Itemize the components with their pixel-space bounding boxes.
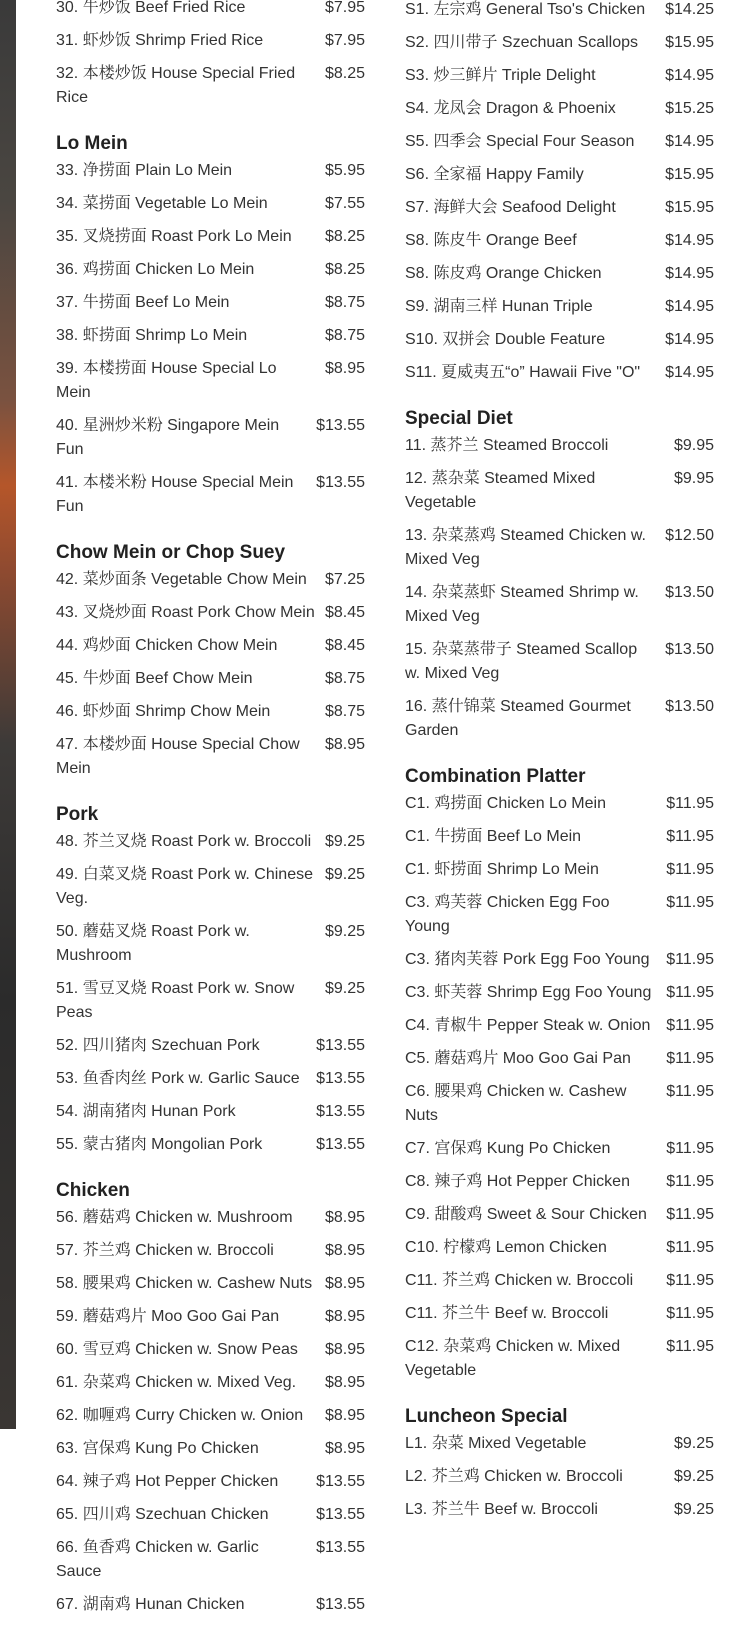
menu-item-name: C1. 牛捞面 Beef Lo Mein <box>405 828 582 845</box>
menu-item-price: $13.55 <box>316 1037 365 1054</box>
menu-item-price: $15.95 <box>665 166 714 183</box>
menu-item-name: C11. 芥兰牛 Beef w. Broccoli <box>405 1305 609 1322</box>
menu-section-chicken <box>56 1174 365 1617</box>
menu-item <box>405 1335 714 1383</box>
menu-item-price: $13.55 <box>316 1506 365 1523</box>
menu-item <box>405 163 714 187</box>
menu-item <box>405 295 714 319</box>
menu-item <box>56 733 365 781</box>
menu-item-name: 61. 杂菜鸡 Chicken w. Mixed Veg. <box>56 1374 297 1391</box>
menu-item-price: $7.95 <box>324 0 365 16</box>
menu-item-price: $14.95 <box>665 331 714 348</box>
menu-item <box>405 1465 714 1489</box>
menu-item <box>405 891 714 939</box>
menu-item-name: 33. 净捞面 Plain Lo Mein <box>56 162 233 179</box>
menu-item-name: 57. 芥兰鸡 Chicken w. Broccoli <box>56 1242 274 1259</box>
menu-item-price: $8.25 <box>324 65 365 82</box>
menu-item <box>405 1047 714 1071</box>
menu-item <box>56 863 365 911</box>
menu-item-price: $9.25 <box>673 1501 714 1518</box>
menu-item-name: S1. 左宗鸡 General Tso's Chicken <box>405 1 646 18</box>
menu-item <box>56 1503 365 1527</box>
menu-item <box>405 361 714 385</box>
menu-item <box>405 825 714 849</box>
menu-item-name: 15. 杂菜蒸带子 Steamed Scallop w. Mixed Veg <box>405 641 638 682</box>
menu-item-price: $8.95 <box>324 1242 365 1259</box>
menu-item <box>56 1536 365 1584</box>
menu-item-name: 62. 咖喱鸡 Curry Chicken w. Onion <box>56 1407 304 1424</box>
menu-item-name: S8. 陈皮牛 Orange Beef <box>405 232 577 249</box>
menu-item-name: C3. 猪肉芙蓉 Pork Egg Foo Young <box>405 951 650 968</box>
menu-item-price: $11.95 <box>666 1017 714 1034</box>
section-title: Luncheon Special <box>405 1406 568 1427</box>
menu-item-name: 65. 四川鸡 Szechuan Chicken <box>56 1506 269 1523</box>
menu-item-price: $8.75 <box>324 327 365 344</box>
menu-item-price: $13.55 <box>316 1539 365 1556</box>
menu-item-price: $11.95 <box>666 1050 714 1067</box>
menu-item-name: L3. 芥兰牛 Beef w. Broccoli <box>405 1501 598 1518</box>
menu-item-price: $8.75 <box>324 294 365 311</box>
menu-item-price: $7.95 <box>324 32 365 49</box>
menu-item-name: 42. 菜炒面条 Vegetable Chow Mein <box>56 571 307 588</box>
menu-item-name: 37. 牛捞面 Beef Lo Mein <box>56 294 230 311</box>
menu-item-name: 58. 腰果鸡 Chicken w. Cashew Nuts <box>56 1275 313 1292</box>
menu-item-name: L1. 杂菜 Mixed Vegetable <box>405 1435 587 1452</box>
menu-item-price: $11.95 <box>666 1272 714 1289</box>
menu-item-price: $8.75 <box>324 703 365 720</box>
menu-item <box>405 97 714 121</box>
menu-item-price: $13.50 <box>665 641 714 658</box>
menu-item-name: C6. 腰果鸡 Chicken w. Cashew Nuts <box>405 1083 627 1124</box>
menu-item-price: $11.95 <box>666 951 714 968</box>
menu-item-price: $9.95 <box>673 437 714 454</box>
menu-section-combination-platter <box>405 760 714 1383</box>
menu-item <box>405 31 714 55</box>
menu-item-price: $11.95 <box>666 894 714 911</box>
menu-item-price: $8.45 <box>324 604 365 621</box>
menu-item-name: S6. 全家福 Happy Family <box>405 166 584 183</box>
menu-item-name: 41. 本楼米粉 House Special Mein Fun <box>56 474 294 515</box>
menu-item-price: $11.95 <box>666 828 714 845</box>
menu-item-price: $11.95 <box>666 1239 714 1256</box>
menu-item-price: $11.95 <box>666 1140 714 1157</box>
menu-item-name: 39. 本楼捞面 House Special Lo Mein <box>56 360 277 401</box>
menu-section-continued <box>405 0 714 385</box>
menu-item <box>56 1470 365 1494</box>
menu-item <box>405 1080 714 1128</box>
menu-item <box>56 357 365 405</box>
menu-item-name: 60. 雪豆鸡 Chicken w. Snow Peas <box>56 1341 298 1358</box>
menu-item-price: $8.25 <box>324 261 365 278</box>
menu-section-chow-mein-or-chop-suey <box>56 536 365 781</box>
menu-item-name: 55. 蒙古猪肉 Mongolian Pork <box>56 1136 263 1153</box>
menu-item-price: $13.55 <box>316 1070 365 1087</box>
menu-item <box>56 1404 365 1428</box>
menu-item <box>56 1100 365 1124</box>
menu-item-price: $13.55 <box>316 1136 365 1153</box>
menu-item-name: 50. 蘑菇叉烧 Roast Pork w. Mushroom <box>56 923 250 964</box>
menu-item <box>405 130 714 154</box>
menu-item-name: 40. 星洲炒米粉 Singapore Mein Fun <box>56 417 280 458</box>
menu-item <box>56 634 365 658</box>
menu-item-price: $9.25 <box>324 980 365 997</box>
menu-item-price: $5.95 <box>324 162 365 179</box>
menu-item-name: 56. 蘑菇鸡 Chicken w. Mushroom <box>56 1209 293 1226</box>
menu-item-price: $8.95 <box>324 1407 365 1424</box>
menu-section-pork <box>56 798 365 1157</box>
menu-item-price: $9.25 <box>673 1435 714 1452</box>
menu-item-name: S3. 炒三鲜片 Triple Delight <box>405 67 596 84</box>
menu-item-price: $8.75 <box>324 670 365 687</box>
menu-item <box>405 262 714 286</box>
menu-item <box>405 0 714 22</box>
menu-item-price: $15.25 <box>665 100 714 117</box>
menu-item-name: 49. 白菜叉烧 Roast Pork w. Chinese Veg. <box>56 866 313 907</box>
menu-item <box>56 830 365 854</box>
menu-item <box>405 1269 714 1293</box>
menu-item-name: C3. 鸡芙蓉 Chicken Egg Foo Young <box>405 894 610 935</box>
menu-item <box>56 1272 365 1296</box>
menu-item-name: 46. 虾炒面 Shrimp Chow Mein <box>56 703 271 720</box>
menu-item-name: 52. 四川猪肉 Szechuan Pork <box>56 1037 260 1054</box>
menu-item <box>56 291 365 315</box>
section-title: Special Diet <box>405 408 513 429</box>
menu-item-name: 59. 蘑菇鸡片 Moo Goo Gai Pan <box>56 1308 280 1325</box>
menu-item-price: $8.95 <box>324 1341 365 1358</box>
menu-item <box>405 1170 714 1194</box>
menu-item <box>405 981 714 1005</box>
menu-item-name: S2. 四川带子 Szechuan Scallops <box>405 34 638 51</box>
menu-item-price: $8.95 <box>324 1275 365 1292</box>
menu-item <box>56 601 365 625</box>
menu-item <box>56 1067 365 1091</box>
menu-item-name: 43. 叉烧炒面 Roast Pork Chow Mein <box>56 604 315 621</box>
menu-item <box>405 196 714 220</box>
menu-item <box>405 1137 714 1161</box>
menu-item <box>56 159 365 183</box>
menu-item <box>56 0 365 20</box>
menu-item-price: $9.25 <box>324 923 365 940</box>
menu-item-price: $13.50 <box>665 698 714 715</box>
menu-column-right <box>405 0 714 1539</box>
menu-item <box>56 1371 365 1395</box>
menu-item-price: $11.95 <box>666 795 714 812</box>
menu-item <box>405 1302 714 1326</box>
menu-item-name: 45. 牛炒面 Beef Chow Mein <box>56 670 253 687</box>
menu-item-name: 63. 宫保鸡 Kung Po Chicken <box>56 1440 259 1457</box>
menu-item-price: $14.25 <box>665 1 714 18</box>
menu-item-price: $13.55 <box>316 1103 365 1120</box>
menu-item <box>56 471 365 519</box>
menu-item <box>405 792 714 816</box>
section-title: Chicken <box>56 1180 130 1201</box>
menu-item <box>56 667 365 691</box>
menu-item-name: 53. 鱼香肉丝 Pork w. Garlic Sauce <box>56 1070 300 1087</box>
menu-item <box>56 977 365 1025</box>
menu-column-left <box>56 0 365 1634</box>
menu-item-name: 11. 蒸芥兰 Steamed Broccoli <box>405 437 609 454</box>
menu-item-name: 44. 鸡炒面 Chicken Chow Mein <box>56 637 278 654</box>
menu-item-price: $8.95 <box>324 736 365 753</box>
menu-item-name: C11. 芥兰鸡 Chicken w. Broccoli <box>405 1272 634 1289</box>
section-title: Lo Mein <box>56 133 128 154</box>
menu-item-name: S11. 夏威夷五“o” Hawaii Five "O" <box>405 364 641 381</box>
menu-item-name: 14. 杂菜蒸虾 Steamed Shrimp w. Mixed Veg <box>405 584 639 625</box>
menu-item-name: 36. 鸡捞面 Chicken Lo Mein <box>56 261 255 278</box>
menu-item-price: $14.95 <box>665 133 714 150</box>
menu-item-name: 67. 湖南鸡 Hunan Chicken <box>56 1596 245 1613</box>
menu-item <box>56 1593 365 1617</box>
menu-item <box>56 62 365 110</box>
menu-item-name: C10. 柠檬鸡 Lemon Chicken <box>405 1239 607 1256</box>
menu-item-name: 47. 本楼炒面 House Special Chow Mein <box>56 736 300 777</box>
menu-item-price: $15.95 <box>665 34 714 51</box>
menu-item-name: L2. 芥兰鸡 Chicken w. Broccoli <box>405 1468 623 1485</box>
menu-item-name: 64. 辣子鸡 Hot Pepper Chicken <box>56 1473 279 1490</box>
menu-item-price: $8.95 <box>324 1440 365 1457</box>
section-title: Chow Mein or Chop Suey <box>56 542 286 563</box>
menu-item-price: $14.95 <box>665 364 714 381</box>
menu-item-name: C3. 虾芙蓉 Shrimp Egg Foo Young <box>405 984 652 1001</box>
menu-item <box>56 1305 365 1329</box>
menu-item-price: $13.50 <box>665 584 714 601</box>
menu-item-price: $14.95 <box>665 298 714 315</box>
menu-item-name: C4. 青椒牛 Pepper Steak w. Onion <box>405 1017 651 1034</box>
menu-item-name: C5. 蘑菇鸡片 Moo Goo Gai Pan <box>405 1050 631 1067</box>
menu-item-price: $14.95 <box>665 232 714 249</box>
menu-item <box>405 948 714 972</box>
menu-item <box>56 1206 365 1230</box>
menu-item-price: $8.95 <box>324 360 365 377</box>
menu-item-price: $14.95 <box>665 265 714 282</box>
menu-item <box>56 414 365 462</box>
menu-item-name: 54. 湖南猪肉 Hunan Pork <box>56 1103 236 1120</box>
menu-item-price: $9.25 <box>673 1468 714 1485</box>
menu-item-name: C12. 杂菜鸡 Chicken w. Mixed Vegetable <box>405 1338 621 1379</box>
menu-item <box>56 1034 365 1058</box>
menu-item <box>56 700 365 724</box>
menu-item-name: C1. 鸡捞面 Chicken Lo Mein <box>405 795 606 812</box>
menu-item-name: C1. 虾捞面 Shrimp Lo Mein <box>405 861 599 878</box>
menu-item-name: 51. 雪豆叉烧 Roast Pork w. Snow Peas <box>56 980 295 1021</box>
menu-item-name: 12. 蒸杂菜 Steamed Mixed Vegetable <box>405 470 596 511</box>
menu-item-name: 32. 本楼炒饭 House Special Fried Rice <box>56 65 296 106</box>
menu-item-price: $12.50 <box>665 527 714 544</box>
menu-item-price: $7.25 <box>324 571 365 588</box>
menu-item-price: $14.95 <box>665 67 714 84</box>
menu-item <box>405 229 714 253</box>
menu-item-name: 34. 菜捞面 Vegetable Lo Mein <box>56 195 268 212</box>
menu-item-price: $11.95 <box>666 1083 714 1100</box>
menu-item-price: $13.55 <box>316 1596 365 1613</box>
menu-item-name: 35. 叉烧捞面 Roast Pork Lo Mein <box>56 228 292 245</box>
menu-item <box>405 638 714 686</box>
menu-item-name: S10. 双拼会 Double Feature <box>405 331 606 348</box>
menu-item-name: C7. 宫保鸡 Kung Po Chicken <box>405 1140 611 1157</box>
section-title: Pork <box>56 804 99 825</box>
menu-item-price: $15.95 <box>665 199 714 216</box>
menu-item-name: 13. 杂菜蒸鸡 Steamed Chicken w. Mixed Veg <box>405 527 646 568</box>
menu-item <box>56 192 365 216</box>
section-title: Combination Platter <box>405 766 586 787</box>
menu-item <box>405 1203 714 1227</box>
menu-item <box>405 328 714 352</box>
menu-item-price: $11.95 <box>666 1206 714 1223</box>
menu-item-name: 30. 牛炒饭 Beef Fried Rice <box>56 0 246 16</box>
menu-item-price: $11.95 <box>666 1305 714 1322</box>
menu-item <box>405 1014 714 1038</box>
menu-item-price: $8.95 <box>324 1209 365 1226</box>
menu-item <box>405 695 714 743</box>
menu-item <box>405 1498 714 1522</box>
menu-item <box>56 920 365 968</box>
menu-item <box>56 568 365 592</box>
menu-item <box>405 1236 714 1260</box>
menu-item-price: $8.95 <box>324 1308 365 1325</box>
menu-item-name: S7. 海鲜大会 Seafood Delight <box>405 199 616 216</box>
menu-section-lo-mein <box>56 127 365 519</box>
menu-item <box>56 324 365 348</box>
menu-item <box>405 64 714 88</box>
menu-item-name: S4. 龙凤会 Dragon & Phoenix <box>405 100 616 117</box>
menu-item-price: $13.55 <box>316 474 365 491</box>
menu-item-name: S8. 陈皮鸡 Orange Chicken <box>405 265 602 282</box>
menu-item-name: 48. 芥兰叉烧 Roast Pork w. Broccoli <box>56 833 312 850</box>
menu-item-name: C8. 辣子鸡 Hot Pepper Chicken <box>405 1173 630 1190</box>
menu-item-price: $13.55 <box>316 1473 365 1490</box>
menu-item-price: $11.95 <box>666 1173 714 1190</box>
menu-item-name: 66. 鱼香鸡 Chicken w. Garlic Sauce <box>56 1539 259 1580</box>
menu-item <box>405 581 714 629</box>
menu-item <box>405 1432 714 1456</box>
menu-item-name: 16. 蒸什锦菜 Steamed Gourmet Garden <box>405 698 631 739</box>
menu-item-name: S9. 湖南三样 Hunan Triple <box>405 298 593 315</box>
menu-item-price: $8.45 <box>324 637 365 654</box>
menu-item-price: $8.25 <box>324 228 365 245</box>
menu-item-price: $9.95 <box>673 470 714 487</box>
menu-item-name: S5. 四季会 Special Four Season <box>405 133 635 150</box>
menu-item-price: $11.95 <box>666 984 714 1001</box>
menu-item-price: $11.95 <box>666 861 714 878</box>
menu-item <box>405 858 714 882</box>
menu-item-price: $8.95 <box>324 1374 365 1391</box>
menu-section-luncheon-special <box>405 1400 714 1522</box>
menu-item <box>56 1133 365 1157</box>
menu-item <box>56 29 365 53</box>
menu-item-name: C9. 甜酸鸡 Sweet & Sour Chicken <box>405 1206 647 1223</box>
menu-item-name: 38. 虾捞面 Shrimp Lo Mein <box>56 327 248 344</box>
menu-item <box>405 524 714 572</box>
background-image-strip <box>0 0 16 1429</box>
menu-section-continued <box>56 0 365 110</box>
menu-item <box>405 434 714 458</box>
menu-item-price: $7.55 <box>324 195 365 212</box>
menu-item <box>56 1239 365 1263</box>
menu-item-name: 31. 虾炒饭 Shrimp Fried Rice <box>56 32 264 49</box>
menu-item <box>56 225 365 249</box>
menu-section-special-diet <box>405 402 714 743</box>
menu-item <box>56 258 365 282</box>
menu-item-price: $9.25 <box>324 866 365 883</box>
menu-item <box>56 1437 365 1461</box>
menu-item-price: $13.55 <box>316 417 365 434</box>
menu-item-price: $11.95 <box>666 1338 714 1355</box>
menu-item <box>405 467 714 515</box>
menu-item-price: $9.25 <box>324 833 365 850</box>
menu-item <box>56 1338 365 1362</box>
